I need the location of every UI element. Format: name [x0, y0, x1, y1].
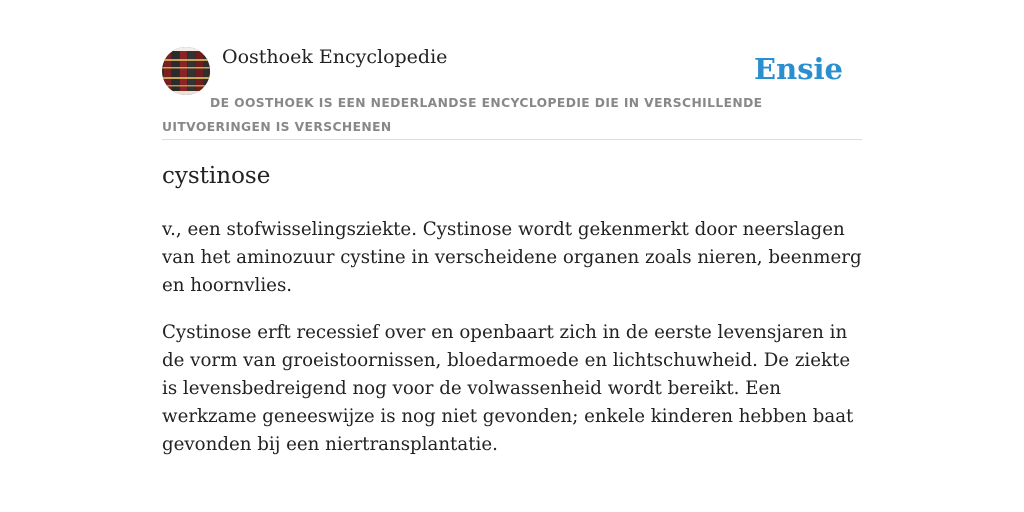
article-paragraph: v., een stofwisselingsziekte. Cystinose wordt gekenmerkt door neerslagen van het aminozuur cystine in verscheidene organen zoals nieren, beenmerg en hoornvlies. [162, 219, 862, 296]
header [162, 44, 862, 140]
encyclopedia-books-icon[interactable] [162, 47, 210, 95]
source-tagline: DE OOSTHOEK IS EEN NEDERLANDSE ENCYCLOPEDIE DIE IN VERSCHILLENDE UITVOERINGEN IS VERSCHENEN [162, 96, 763, 134]
article-body [162, 216, 866, 478]
article-paragraph: Cystinose erft recessief over en openbaart zich in de eerste levensjaren in de vorm van groeistoornissen, bloedarmoede en lichtschuwheid. De ziekte is levensbedreigend nog voor de volwassenheid wordt bereikt. Een werkzame geneeswijze is nog niet gevonden; enkele kinderen hebben baat gevonden bij een niertransplantatie. [162, 322, 854, 455]
source-name[interactable]: Oosthoek Encyclopedie [222, 46, 448, 68]
article-title: cystinose [162, 163, 271, 189]
brand-logo[interactable]: Ensie [754, 52, 843, 86]
